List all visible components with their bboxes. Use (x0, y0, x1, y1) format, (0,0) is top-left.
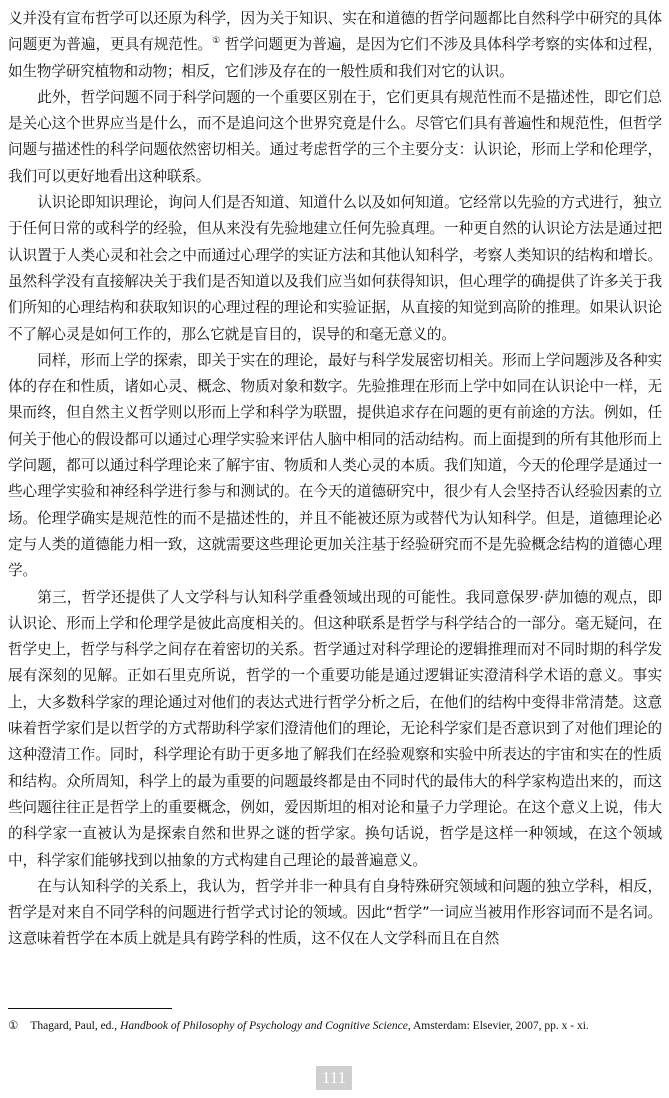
paragraph-text: 哲学问题更为普遍，是因为它们不涉及具体科学考察的实体和过程，如生物学研究植物和动物；相反，它们涉及存在的一般性质和我们对它的认识。 (8, 36, 663, 80)
paragraph-5: 第三，哲学还提供了人文学科与认知科学重叠领域出现的可能性。我同意保罗·萨加德的观点，即认识论、形而上学和伦理学是彼此高度相关的。但这种联系是哲学与科学结合的一部分。毫无疑问，在哲学史上，哲学与科学之间存在着密切的关系。哲学通过对科学理论的逻辑推理而对不同时期的科学发展有深刻的见解。正如石里克所说，哲学的一个重要功能是通过逻辑证实澄清科学术语的意义。事实上，大多数科学家的理论通过对他们的表达式进行哲学分析之后，在他们的结构中变得非常清楚。这意味着哲学家们是以哲学的方式帮助科学家们澄清他们的理论，无论科学家们是否意识到了对他们理论的这种澄清工作。同时，科学理论有助于更多地了解我们在经验观察和实验中所表达的宇宙和实在的性质和结构。众所周知，科学上的最为重要的问题最终都是由不同时代的最伟大的科学家构造出来的，而这些问题往往正是哲学上的重要概念，例如，爱因斯坦的相对论和量子力学理论。在这个意义上说，伟大的科学家一直被认为是探索自然和世界之谜的哲学家。换句话说，哲学是这样一种领域，在这个领域中，科学家们能够找到以抽象的方式构建自己理论的最普遍意义。 (8, 588, 662, 869)
paragraph-text: 义并没有宣布哲学可以还原为科学，因为关于知识、实在和道德的哲学问题都比自然科学中研究的具体问题更为普遍，更具有规范性。 (8, 10, 662, 54)
footnote-number: ① (8, 1020, 19, 1032)
footnote (8, 1018, 662, 1034)
footnote-book-title: Handbook of Philosophy of Psychology and Cognitive Science (120, 1020, 408, 1032)
paragraph-1 (8, 6, 662, 85)
document-body (8, 6, 662, 953)
paragraph-3: 认识论即知识理论，询问人们是否知道、知道什么以及如何知道。它经常以先验的方式进行，独立于任何日常的或科学的经验，但从来没有先验地建立任何先验真理。一种更自然的认识论方法是通过把认识置于人类心灵和社会之中而通过心理学的实证方法和其他认知科学，考察人类知识的结构和增长。虽然科学没有直接解决关于我们是否知道以及我们应当如何获得知识，但心理学的确提供了许多关于我们所知的心理结构和获取知识的心理过程的理论和实验证据，从直接的知觉到高阶的推理。如果认识论不了解心灵是如何工作的，那么它就是盲目的，误导的和毫无意义的。 (8, 194, 662, 343)
paragraph-6: 在与认知科学的关系上，我认为，哲学并非一种具有自身特殊研究领域和问题的独立学科，相反，哲学是对来自不同学科的问题进行哲学式讨论的领域。因此“哲学”一词应当被用作形容词而不是名词。这意味着哲学在本质上就是具有跨学科的性质，这不仅在人文学科而且在自然 (8, 877, 662, 948)
page-number: 111 (316, 1066, 352, 1090)
footnote-reference[interactable]: ① (212, 36, 221, 47)
paragraph-2: 此外，哲学问题不同于科学问题的一个重要区别在于，它们更具有规范性而不是描述性，即它们总是关心这个世界应当是什么，而不是追问这个世界究竟是什么。尽管它们具有普遍性和规范性，但哲学问题与描述性的科学问题依然密切相关。通过考虑哲学的三个主要分支：认识论，形而上学和伦理学，我们可以更好地看出这种联系。 (8, 88, 662, 185)
footnote-lead: Thagard, Paul, ed., (30, 1020, 118, 1032)
paragraph-4: 同样，形而上学的探索，即关于实在的理论，最好与科学发展密切相关。形而上学问题涉及各种实体的存在和性质，诸如心灵、概念、物质对象和数字。先验推理在形而上学中如同在认识论中一样，无果而终，但自然主义哲学则以形而上学和科学为联盟，提供追求存在问题的更有前途的方法。例如，任何关于他心的假设都可以通过心理学实验来评估人脑中相同的活动结构。而上面提到的所有其他形而上学问题，都可以通过科学理论来了解宇宙、物质和人类心灵的本质。我们知道，今天的伦理学是通过一些心理学实验和神经科学进行参与和测试的。在今天的道德研究中，很少有人会坚持否认经验因素的立场。伦理学确实是规范性的而不是描述性的，并且不能被还原为或替代为认知科学。但是，道德理论必定与人类的道德能力相一致，这就需要这些理论更加关注基于经验研究而不是先验概念结构的道德心理学。 (8, 351, 662, 580)
footnote-tail: , Amsterdam: Elsevier, 2007, pp. x - xi. (407, 1020, 589, 1032)
footnote-divider (8, 1008, 172, 1009)
